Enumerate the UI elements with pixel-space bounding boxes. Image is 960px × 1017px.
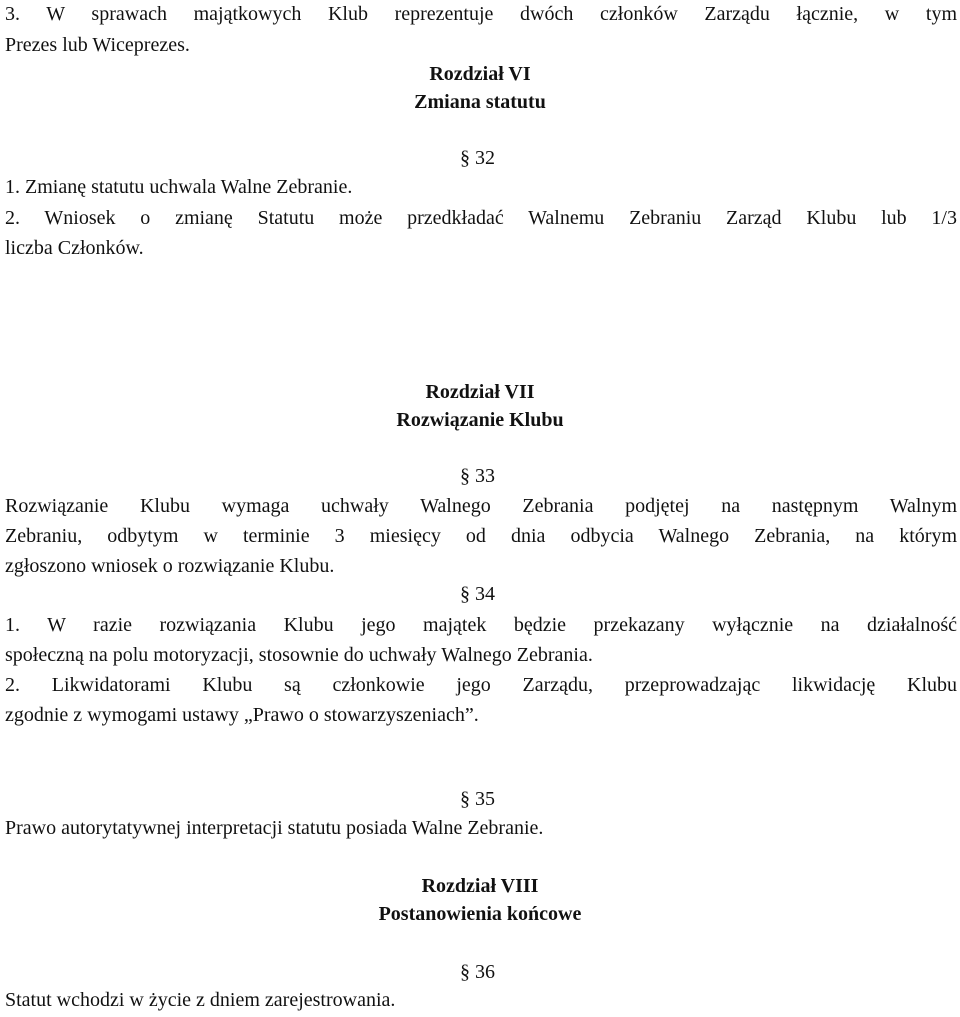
- paragraph-3-line-1: 3. W sprawach majątkowych Klub reprezentuje dwóch członków Zarządu łącznie, w tym: [5, 3, 957, 25]
- section-33-line-2: Zebraniu, odbytym w terminie 3 miesięcy od dnia odbycia Walnego Zebrania, na którym: [5, 525, 957, 547]
- section-32-line-1: 1. Zmianę statutu uchwala Walne Zebranie.: [5, 176, 353, 198]
- section-36-heading: § 36: [460, 961, 495, 983]
- section-34-line-3: 2. Likwidatorami Klubu są członkowie jego Zarządu, przeprowadzając likwidację Klubu: [5, 674, 957, 696]
- chapter-7-subtitle: Rozwiązanie Klubu: [396, 409, 564, 431]
- chapter-6-subtitle: Zmiana statutu: [414, 91, 546, 113]
- chapter-6-title: Rozdział VI: [429, 63, 531, 85]
- section-36-line-1: Statut wchodzi w życie z dniem zarejestrowania.: [5, 989, 396, 1011]
- section-35-line-1: Prawo autorytatywnej interpretacji statutu posiada Walne Zebranie.: [5, 817, 544, 839]
- section-34-heading: § 34: [460, 583, 495, 605]
- section-32-line-2: 2. Wniosek o zmianę Statutu może przedkładać Walnemu Zebraniu Zarząd Klubu lub 1/3: [5, 207, 957, 229]
- section-33-line-1: Rozwiązanie Klubu wymaga uchwały Walnego Zebrania podjętej na następnym Walnym: [5, 495, 957, 517]
- chapter-8-subtitle: Postanowienia końcowe: [378, 903, 582, 925]
- section-32-heading: § 32: [460, 147, 495, 169]
- section-33-heading: § 33: [460, 465, 495, 487]
- section-35-heading: § 35: [460, 788, 495, 810]
- section-34-line-1: 1. W razie rozwiązania Klubu jego majątek będzie przekazany wyłącznie na działalność: [5, 614, 957, 636]
- section-33-line-3: zgłoszono wniosek o rozwiązanie Klubu.: [5, 555, 335, 577]
- paragraph-3-line-2: Prezes lub Wiceprezes.: [5, 34, 190, 56]
- chapter-7-title: Rozdział VII: [425, 381, 535, 403]
- section-32-line-3: liczba Członków.: [5, 237, 144, 259]
- section-34-line-2: społeczną na polu motoryzacji, stosownie do uchwały Walnego Zebrania.: [5, 644, 593, 666]
- section-34-line-4: zgodnie z wymogami ustawy „Prawo o stowarzyszeniach”.: [5, 704, 479, 726]
- chapter-8-title: Rozdział VIII: [421, 875, 539, 897]
